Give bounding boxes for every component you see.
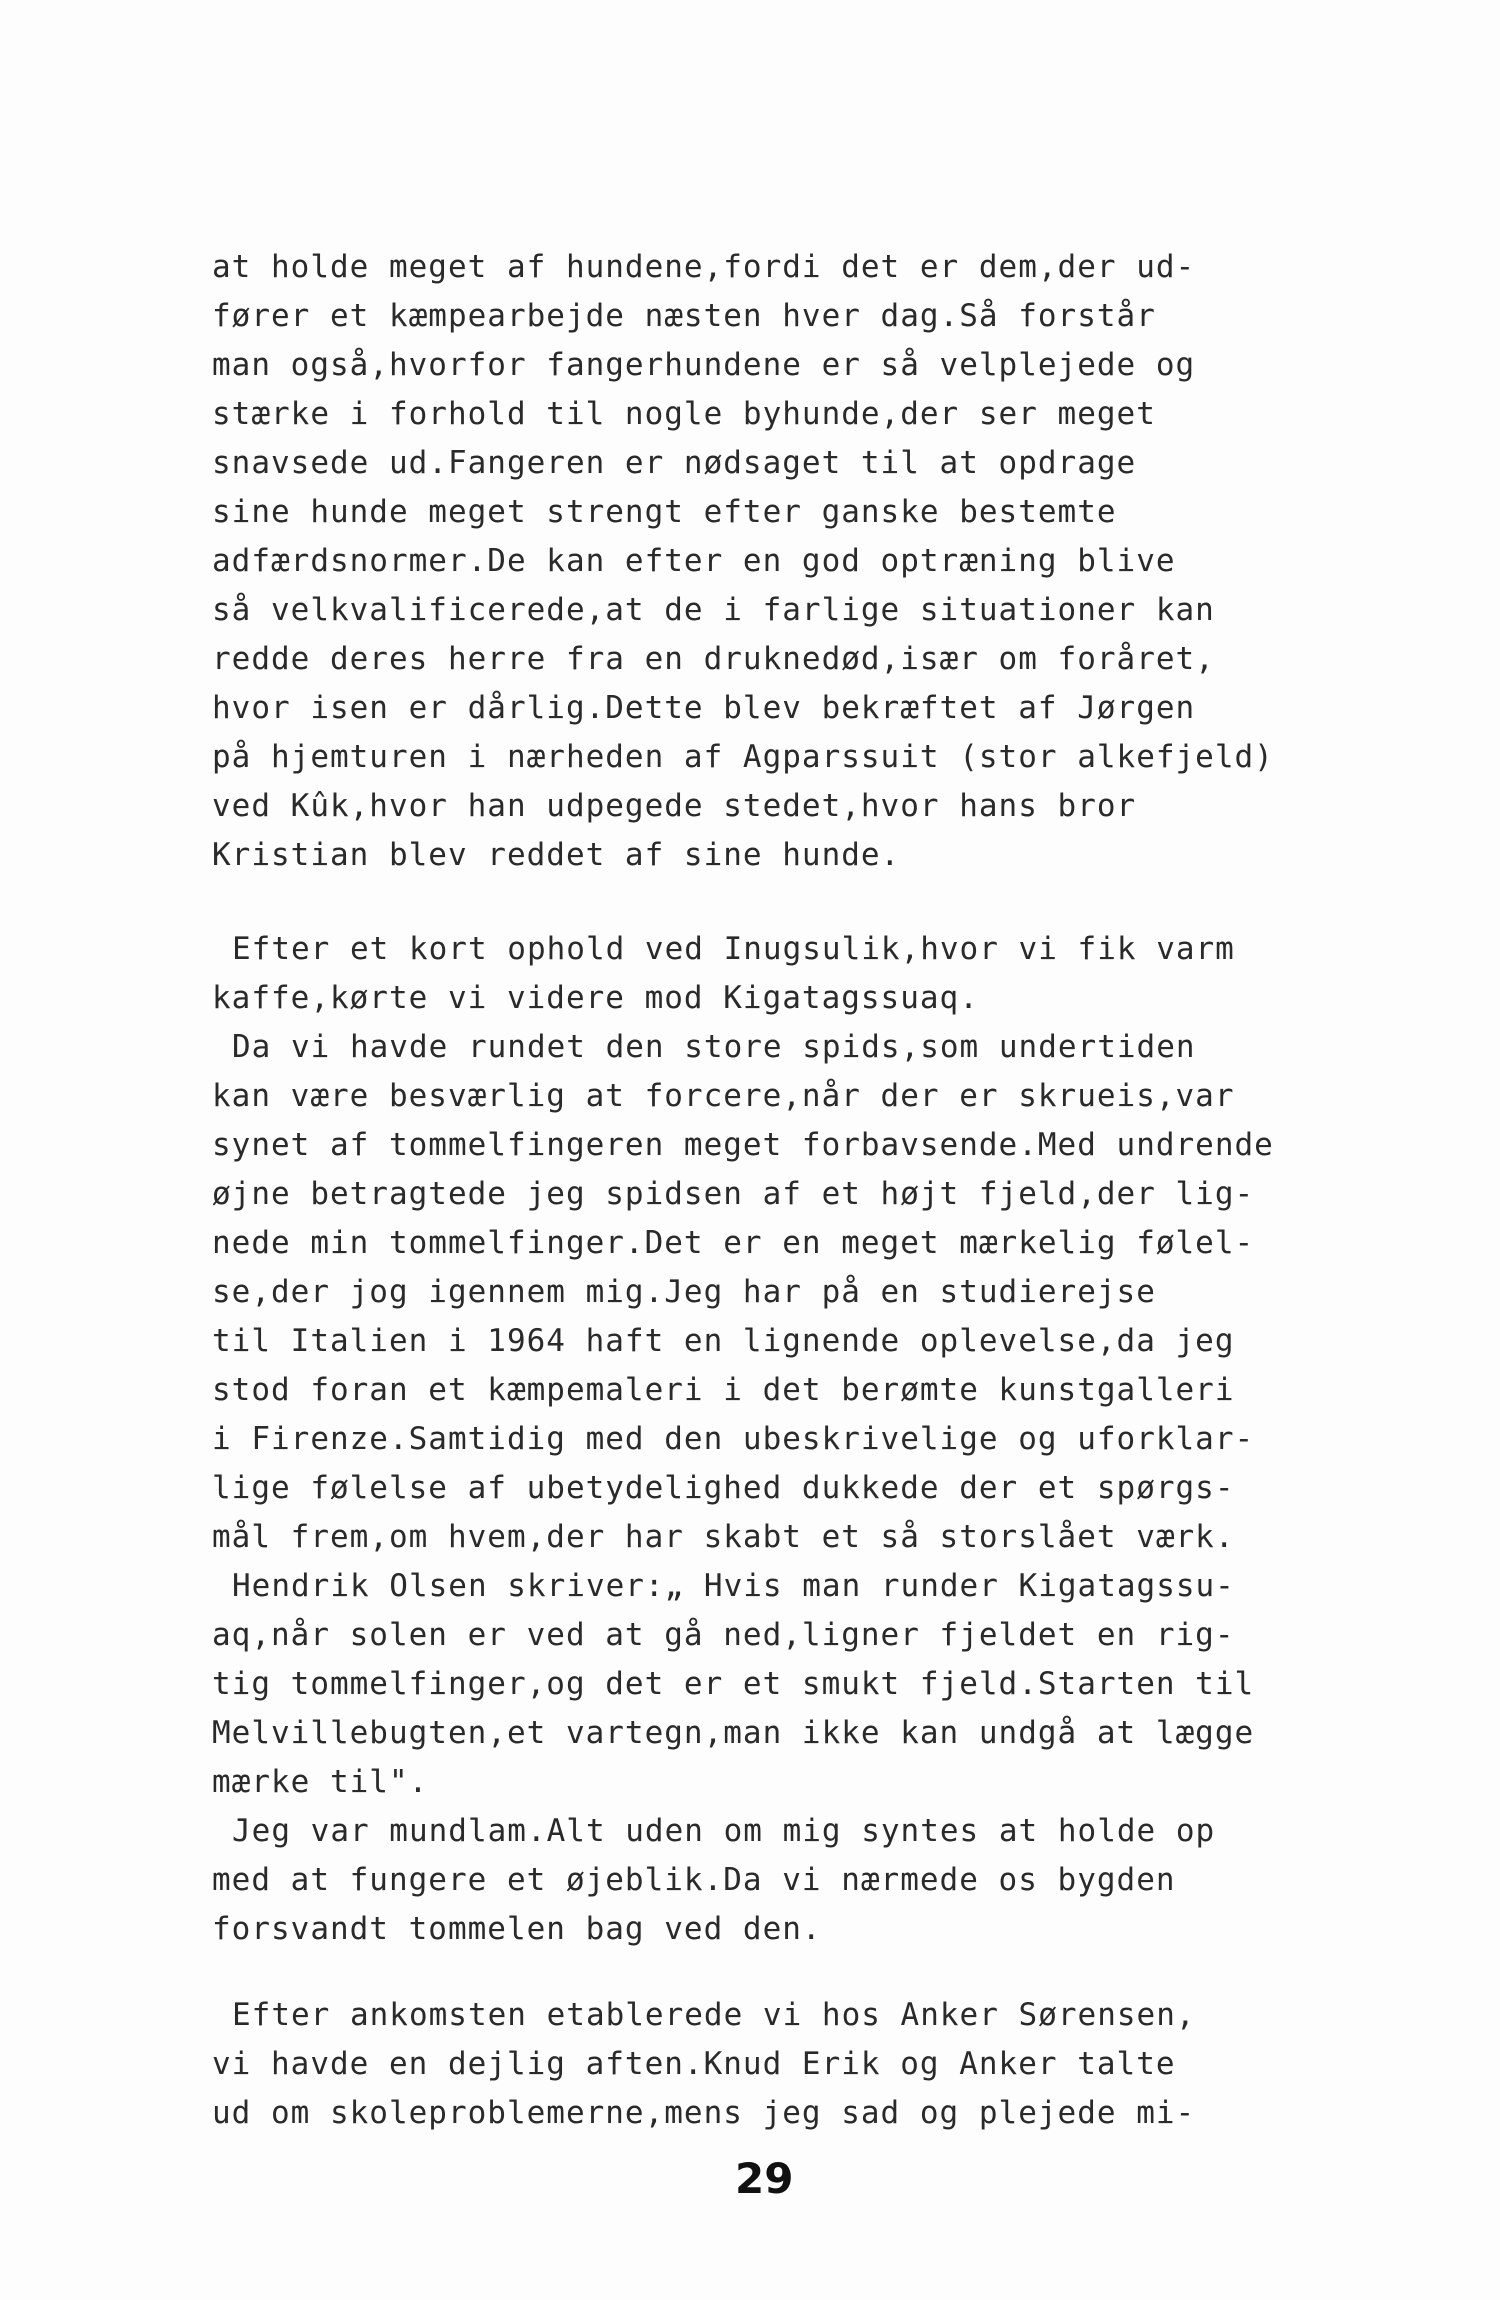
text-line: Efter ankomsten etablerede vi hos Anker Sørensen, (232, 1997, 1196, 2033)
text-line: forsvandt tommelen bag ved den. (212, 1911, 822, 1947)
text-line: ved Kûk,hvor han udpegede stedet,hvor hans bror (212, 788, 1137, 824)
text-line: sine hunde meget strengt efter ganske bestemte (212, 494, 1117, 530)
text-line: stærke i forhold til nogle byhunde,der ser meget (212, 396, 1156, 432)
text-line: snavsede ud.Fangeren er nødsaget til at opdrage (212, 445, 1137, 481)
text-line: se,der jog igennem mig.Jeg har på en studierejse (212, 1274, 1156, 1310)
text-line: på hjemturen i nærheden af Agparssuit (stor alkefjeld) (212, 739, 1274, 775)
text-line: Kristian blev reddet af sine hunde. (212, 837, 901, 873)
text-line: Efter et kort ophold ved Inugsulik,hvor vi fik varm (232, 931, 1235, 967)
text-line: stod foran et kæmpemaleri i det berømte kunstgalleri (212, 1372, 1235, 1408)
text-line: mål frem,om hvem,der har skabt et så storslået værk. (212, 1519, 1235, 1555)
text-line: adfærdsnormer.De kan efter en god optræning blive (212, 543, 1176, 579)
text-line: kan være besværlig at forcere,når der er skrueis,var (212, 1078, 1235, 1114)
text-line: nede min tommelfinger.Det er en meget mærkelig følel- (212, 1225, 1255, 1261)
text-line: ud om skoleproblemerne,mens jeg sad og plejede mi- (212, 2095, 1196, 2131)
text-line: hvor isen er dårlig.Dette blev bekræftet af Jørgen (212, 690, 1196, 726)
text-line: man også,hvorfor fangerhundene er så velplejede og (212, 347, 1196, 383)
text-line: tig tommelfinger,og det er et smukt fjeld.Starten til (212, 1666, 1255, 1702)
text-line: kaffe,kørte vi videre mod Kigatagssuaq. (212, 980, 979, 1016)
text-line: med at fungere et øjeblik.Da vi nærmede os bygden (212, 1862, 1176, 1898)
text-line: Jeg var mundlam.Alt uden om mig syntes at holde op (232, 1813, 1216, 1849)
text-line: mærke til". (212, 1764, 429, 1800)
text-line: øjne betragtede jeg spidsen af et højt fjeld,der lig- (212, 1176, 1255, 1212)
text-line: til Italien i 1964 haft en lignende oplevelse,da jeg (212, 1323, 1235, 1359)
text-line: redde deres herre fra en druknedød,især om foråret, (212, 641, 1215, 677)
text-line: at holde meget af hundene,fordi det er dem,der ud- (212, 249, 1196, 285)
text-line: Melvillebugten,et vartegn,man ikke kan undgå at lægge (212, 1715, 1255, 1751)
page-number: 29 (735, 2154, 794, 2203)
text-line: lige følelse af ubetydelighed dukkede der et spørgs- (212, 1470, 1235, 1506)
text-line: synet af tommelfingeren meget forbavsende.Med undrende (212, 1127, 1274, 1163)
text-line: vi havde en dejlig aften.Knud Erik og Anker talte (212, 2046, 1176, 2082)
text-line: Hendrik Olsen skriver:„ Hvis man runder Kigatagssu- (232, 1568, 1235, 1604)
text-line: Da vi havde rundet den store spids,som undertiden (232, 1029, 1196, 1065)
text-line: aq,når solen er ved at gå ned,ligner fjeldet en rig- (212, 1617, 1235, 1653)
text-line: i Firenze.Samtidig med den ubeskrivelige og uforklar- (212, 1421, 1255, 1457)
text-line: så velkvalificerede,at de i farlige situationer kan (212, 592, 1215, 628)
text-line: fører et kæmpearbejde næsten hver dag.Så forstår (212, 298, 1156, 334)
